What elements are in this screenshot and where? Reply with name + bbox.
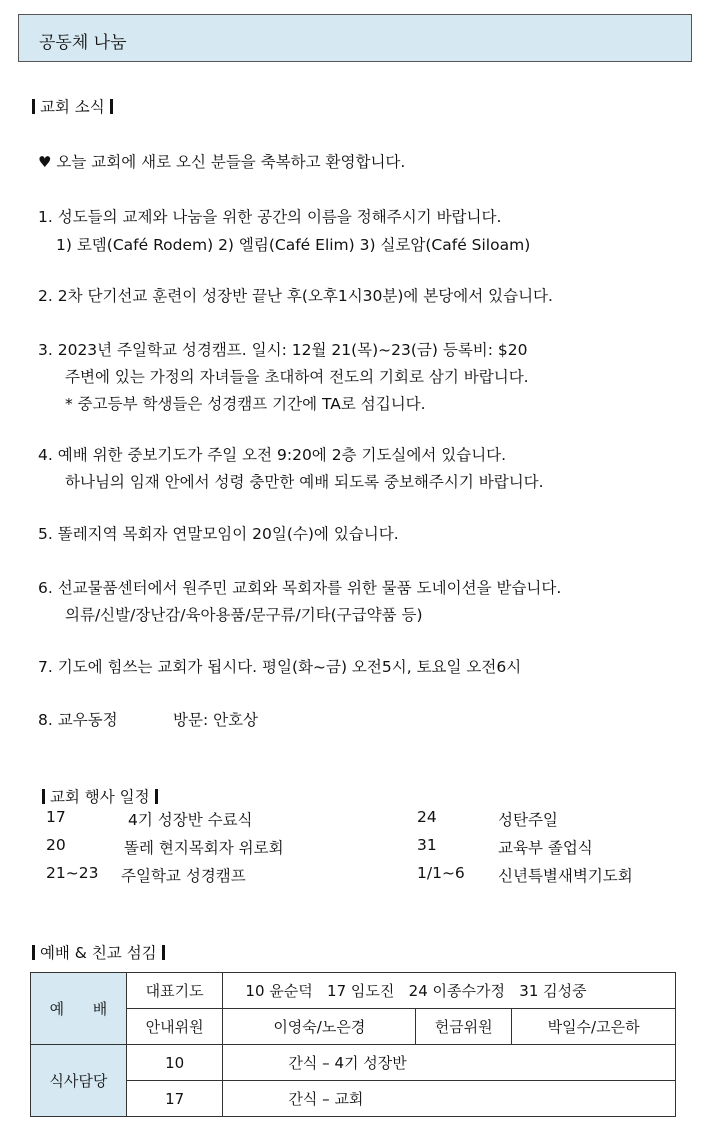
bar-right-icon: [110, 99, 113, 114]
event-name: 똘레 현지목회자 위로회: [124, 839, 284, 857]
bar-left-icon: [42, 789, 45, 804]
table-row: [31, 1009, 676, 1045]
news-item-1-line-1: 1. 성도들의 교제와 나눔을 위한 공간의 이름을 정해주시기 바랍니다.: [38, 208, 502, 226]
worship-label: 예 배: [31, 973, 127, 1045]
news-item-8-line-1: 8. 교우동정: [38, 711, 118, 729]
meal-desc: 간식 – 4기 성장반: [223, 1045, 676, 1081]
event-name: 성탄주일: [498, 811, 558, 829]
table-row: [31, 1045, 676, 1081]
welcome-text: 오늘 교회에 새로 오신 분들을 축복하고 환영합니다.: [56, 153, 406, 171]
offering-label: 헌금위원: [416, 1009, 512, 1045]
meal-date: 10: [126, 1045, 223, 1081]
event-name: 신년특별새벽기도회: [498, 867, 633, 885]
usher-value: 이영숙/노은경: [223, 1009, 416, 1045]
service-table: [30, 972, 676, 1117]
event-name: 4기 성장반 수료식: [128, 811, 253, 829]
meal-desc: 간식 – 교회: [223, 1081, 676, 1117]
news-item-3-line-2: 주변에 있는 가정의 자녀들을 초대하여 전도의 기회로 삼기 바랍니다.: [65, 368, 529, 386]
meal-date: 17: [126, 1081, 223, 1117]
welcome-line: [38, 150, 405, 172]
table-row: [31, 973, 676, 1009]
prayer-label: 대표기도: [126, 973, 223, 1009]
news-item-4-line-2: 하나님의 임재 안에서 성령 충만한 예배 되도록 중보해주시기 바랍니다.: [65, 473, 544, 491]
event-date: 24: [417, 808, 437, 826]
events-section-title: [42, 785, 158, 807]
service-section-label: 예배 & 친교 섬김: [39, 944, 157, 962]
page-title: 공동체 나눔: [39, 33, 127, 53]
news-section-label: 교회 소식: [39, 98, 105, 116]
prayer-value: 10 윤순덕 17 임도진 24 이종수가정 31 김성중: [223, 973, 676, 1009]
offering-value: 박일수/고은하: [512, 1009, 676, 1045]
event-date: 21~23: [46, 864, 99, 882]
event-name: 주일학교 성경캠프: [121, 867, 246, 885]
news-item-3-line-3: * 중고등부 학생들은 성경캠프 기간에 TA로 섬깁니다.: [65, 395, 426, 413]
table-row: [31, 1081, 676, 1117]
meal-label: 식사담당: [31, 1045, 127, 1117]
service-section-title: [32, 941, 165, 963]
news-item-4-line-1: 4. 예배 위한 중보기도가 주일 오전 9:20에 2층 기도실에서 있습니다.: [38, 446, 507, 464]
heart-icon: ♥: [38, 153, 52, 171]
event-date: 31: [417, 836, 437, 854]
event-date: 1/1~6: [417, 864, 465, 882]
header-box: [18, 14, 692, 62]
event-date: 20: [46, 836, 66, 854]
event-date: 17: [46, 808, 66, 826]
bar-left-icon: [32, 945, 35, 960]
news-item-8-visit: 방문: 안호상: [173, 711, 259, 729]
news-item-3-line-1: 3. 2023년 주일학교 성경캠프. 일시: 12월 21(목)~23(금) 등록비: $20: [38, 341, 528, 359]
bar-left-icon: [32, 99, 35, 114]
news-item-6-line-2: 의류/신발/장난감/육아용품/문구류/기타(구급약품 등): [65, 606, 423, 624]
news-item-1-line-2: 1) 로뎀(Café Rodem) 2) 엘림(Café Elim) 3) 실로암(Café Siloam): [56, 236, 531, 254]
news-item-7-line-1: 7. 기도에 힘쓰는 교회가 됩시다. 평일(화~금) 오전5시, 토요일 오전6시: [38, 658, 522, 676]
bar-right-icon: [162, 945, 165, 960]
usher-label: 안내위원: [126, 1009, 223, 1045]
events-section-label: 교회 행사 일정: [49, 788, 150, 806]
bar-right-icon: [155, 789, 158, 804]
event-name: 교육부 졸업식: [498, 839, 593, 857]
news-section-title: [32, 95, 113, 117]
news-item-2-line-1: 2. 2차 단기선교 훈련이 성장반 끝난 후(오후1시30분)에 본당에서 있습니다.: [38, 287, 553, 305]
news-item-6-line-1: 6. 선교물품센터에서 원주민 교회와 목회자를 위한 물품 도네이션을 받습니다.: [38, 579, 562, 597]
news-item-5-line-1: 5. 똘레지역 목회자 연말모임이 20일(수)에 있습니다.: [38, 525, 399, 543]
